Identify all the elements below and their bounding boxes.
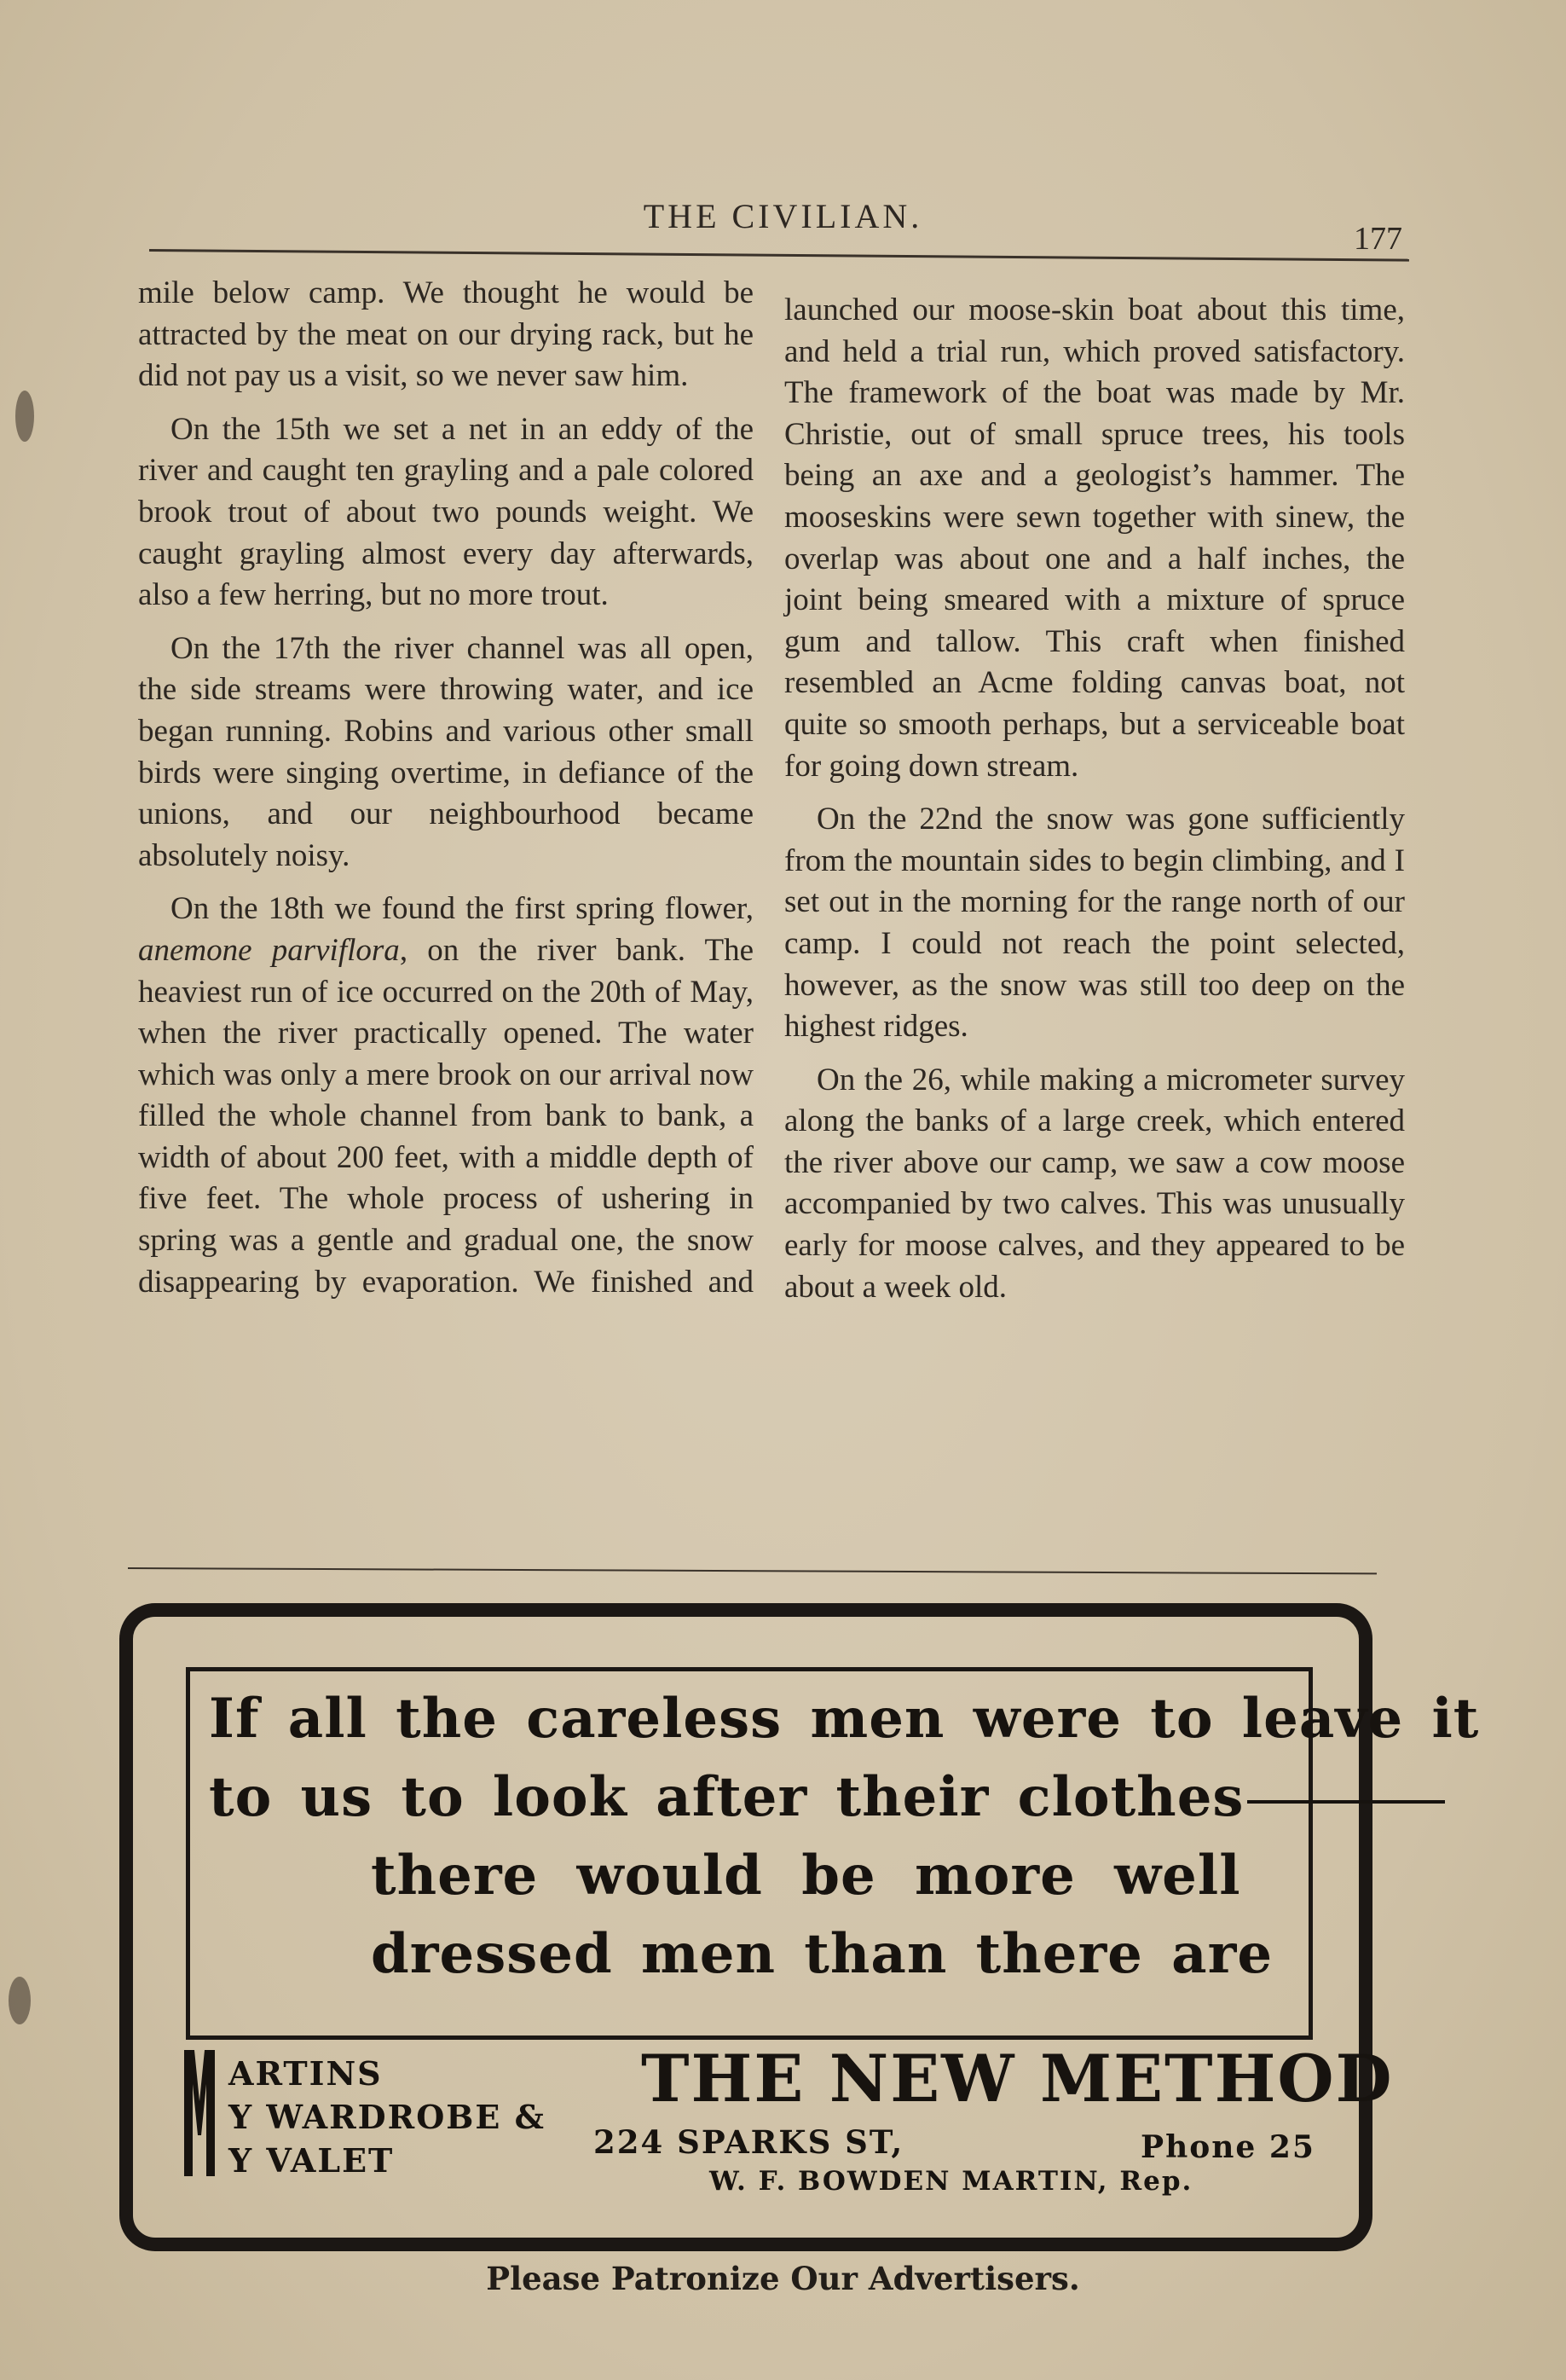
logo-line: Y WARDROBE & xyxy=(228,2098,546,2136)
header-divider xyxy=(149,249,1409,262)
slogan-dash xyxy=(1247,1800,1445,1804)
paragraph xyxy=(138,889,754,1303)
slogan-line xyxy=(196,1758,1304,1837)
article-column-left xyxy=(138,273,754,1315)
binding-mark xyxy=(15,391,34,442)
logo-m-monogram xyxy=(182,2050,217,2176)
store-name: THE NEW METHOD xyxy=(641,2041,1394,2117)
store-logo-text xyxy=(228,2052,546,2182)
paragraph: On the 15th we set a net in an eddy of the river and caught ten grayling and a pale colored brook trout of about two pounds weight. We caught grayling almost every day afterwards, also a few herring, but no more trout. xyxy=(138,411,754,613)
article-end-divider xyxy=(128,1567,1377,1574)
paragraph: On the 17th the river channel was all open, the side streams were throwing water, and ice began running. Robins and various other small birds were singing overtime, in defiance of the unions, and our neighbourhood became absolutely noisy. xyxy=(138,630,754,873)
store-phone: Phone 25 xyxy=(1141,2129,1315,2165)
slogan-line: dressed men than there are xyxy=(371,1922,1274,1986)
slogan-line: If all the careless men were to leave it xyxy=(209,1687,1480,1751)
paragraph: On the 26, while making a micrometer survey along the banks of a large creek, which entered the river above our camp, we saw a cow moose accompanied by two calves. This was unusually early for moose calves, and they appeared to be about a week old. xyxy=(784,1062,1405,1305)
logo-line: Y VALET xyxy=(228,2141,395,2180)
slogan-line-text: to us to look after their clothes xyxy=(209,1765,1245,1829)
paragraph: launched our moose-skin boat about this time, and held a trial run, which proved satisfactory. The framework of the boat was made by Mr. Christie, out of small spruce trees, his tools being an axe and a geologist’s hammer. The mooseskins were sewn together with sinew, the overlap was about one and a half inches, the joint being smeared with a mixture of spruce gum and tallow. This craft when finished resembled an Acme folding canvas boat, not quite so smooth perhaps, but a serviceable boat for going down stream. xyxy=(784,292,1405,784)
paragraph: On the 22nd the snow was gone sufficiently from the mountain sides to begin climbing, and I set out in the morning for the range north of our camp. I could not reach the point selected, however, as the snow was still too deep on the highest ridges. xyxy=(784,802,1405,1045)
article-column-right xyxy=(784,290,1405,1320)
logo-line: ARTINS xyxy=(228,2054,383,2093)
footer-note: Please Patronize Our Advertisers. xyxy=(486,2260,1080,2297)
store-address: 224 SPARKS ST, xyxy=(593,2123,904,2161)
species-name: anemone parviflora xyxy=(138,932,400,968)
paragraph-text: , on the river bank. The heaviest run of ice occurred on the 20th of May, when the river practically opened. The water which was only a mere brook on our arrival now filled the whole channel from bank to bank, a width of about 200 feet, with a middle depth of five feet. The whole process of ushering in spring was a gentle and gradual one, the snow disappearing by evaporation. We finished and xyxy=(138,932,754,1300)
paragraph-text: On the 18th we found the first spring flower, xyxy=(170,891,754,927)
slogan-line: there would be more well xyxy=(371,1844,1241,1908)
paragraph: mile below camp. We thought he would be attracted by the meat on our drying rack, but he did not pay us a visit, so we never saw him. xyxy=(138,275,754,394)
page-number: 177 xyxy=(1354,221,1402,257)
store-representative: W. F. BOWDEN MARTIN, Rep. xyxy=(709,2166,1193,2197)
page-title: THE CIVILIAN. xyxy=(643,197,923,235)
advertisement-slogan xyxy=(196,1680,1480,1994)
binding-mark xyxy=(9,1977,31,2024)
